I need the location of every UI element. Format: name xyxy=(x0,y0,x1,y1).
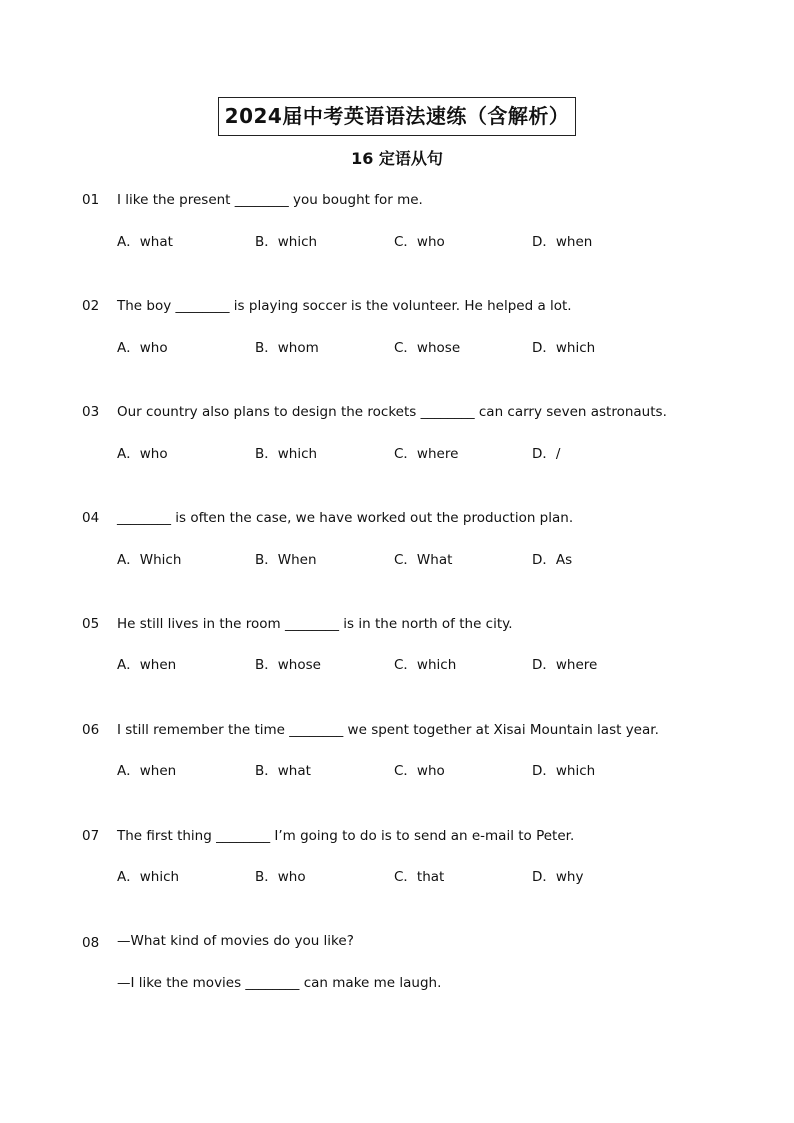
question-number: 05 xyxy=(82,616,100,632)
question-number: 08 xyxy=(82,935,100,951)
option-d: D．where xyxy=(532,657,598,673)
question-04 xyxy=(0,509,794,599)
option-b: B．which xyxy=(255,446,318,462)
option-c: C．that xyxy=(394,869,445,885)
option-b: B．whose xyxy=(255,657,321,673)
option-c: C．where xyxy=(394,446,459,462)
option-d: D．which xyxy=(532,763,596,779)
option-b: B．whom xyxy=(255,340,319,356)
question-08 xyxy=(0,932,794,1022)
option-c: C．which xyxy=(394,657,457,673)
options-row xyxy=(117,339,717,357)
question-text-line-2: —I like the movies ________ can make me laugh. xyxy=(117,975,442,991)
question-03 xyxy=(0,403,794,493)
question-text: I still remember the time ________ we spent together at Xisai Mountain last year. xyxy=(117,722,659,738)
options-row xyxy=(117,445,717,463)
question-text: —What kind of movies do you like? xyxy=(117,933,354,949)
question-number: 07 xyxy=(82,828,100,844)
option-a: A．what xyxy=(117,234,173,250)
options-row xyxy=(117,551,717,569)
option-a: A．Which xyxy=(117,552,182,568)
question-number: 03 xyxy=(82,404,100,420)
option-c: C．whose xyxy=(394,340,461,356)
option-a: A．when xyxy=(117,763,177,779)
options-row xyxy=(117,868,717,886)
option-d: D．/ xyxy=(532,446,561,462)
question-number: 02 xyxy=(82,298,100,314)
options-row xyxy=(117,656,717,674)
section-subtitle: 16 定语从句 xyxy=(351,149,443,168)
question-text: He still lives in the room ________ is in the north of the city. xyxy=(117,616,513,632)
option-d: D．why xyxy=(532,869,584,885)
question-number: 04 xyxy=(82,510,100,526)
question-text: I like the present ________ you bought for me. xyxy=(117,192,423,208)
options-row xyxy=(117,233,717,251)
option-d: D．which xyxy=(532,340,596,356)
option-b: B．When xyxy=(255,552,317,568)
question-01 xyxy=(0,191,794,281)
question-02 xyxy=(0,297,794,387)
option-c: C．who xyxy=(394,763,445,779)
option-a: A．who xyxy=(117,446,168,462)
question-text: The boy ________ is playing soccer is the volunteer. He helped a lot. xyxy=(117,298,572,314)
option-d: D．when xyxy=(532,234,593,250)
option-c: C．who xyxy=(394,234,445,250)
question-05 xyxy=(0,615,794,705)
question-text: Our country also plans to design the rockets ________ can carry seven astronauts. xyxy=(117,404,667,420)
question-07 xyxy=(0,827,794,917)
question-text: The first thing ________ I’m going to do is to send an e-mail to Peter. xyxy=(117,828,575,844)
page-title: 2024届中考英语语法速练（含解析） xyxy=(218,97,577,136)
option-a: A．who xyxy=(117,340,168,356)
option-c: C．What xyxy=(394,552,453,568)
option-b: B．what xyxy=(255,763,311,779)
question-number: 01 xyxy=(82,192,100,208)
question-06 xyxy=(0,721,794,811)
option-b: B．who xyxy=(255,869,306,885)
options-row xyxy=(117,762,717,780)
option-a: A．when xyxy=(117,657,177,673)
option-b: B．which xyxy=(255,234,318,250)
option-d: D．As xyxy=(532,552,573,568)
question-text: ________ is often the case, we have worked out the production plan. xyxy=(117,510,574,526)
question-number: 06 xyxy=(82,722,100,738)
option-a: A．which xyxy=(117,869,180,885)
